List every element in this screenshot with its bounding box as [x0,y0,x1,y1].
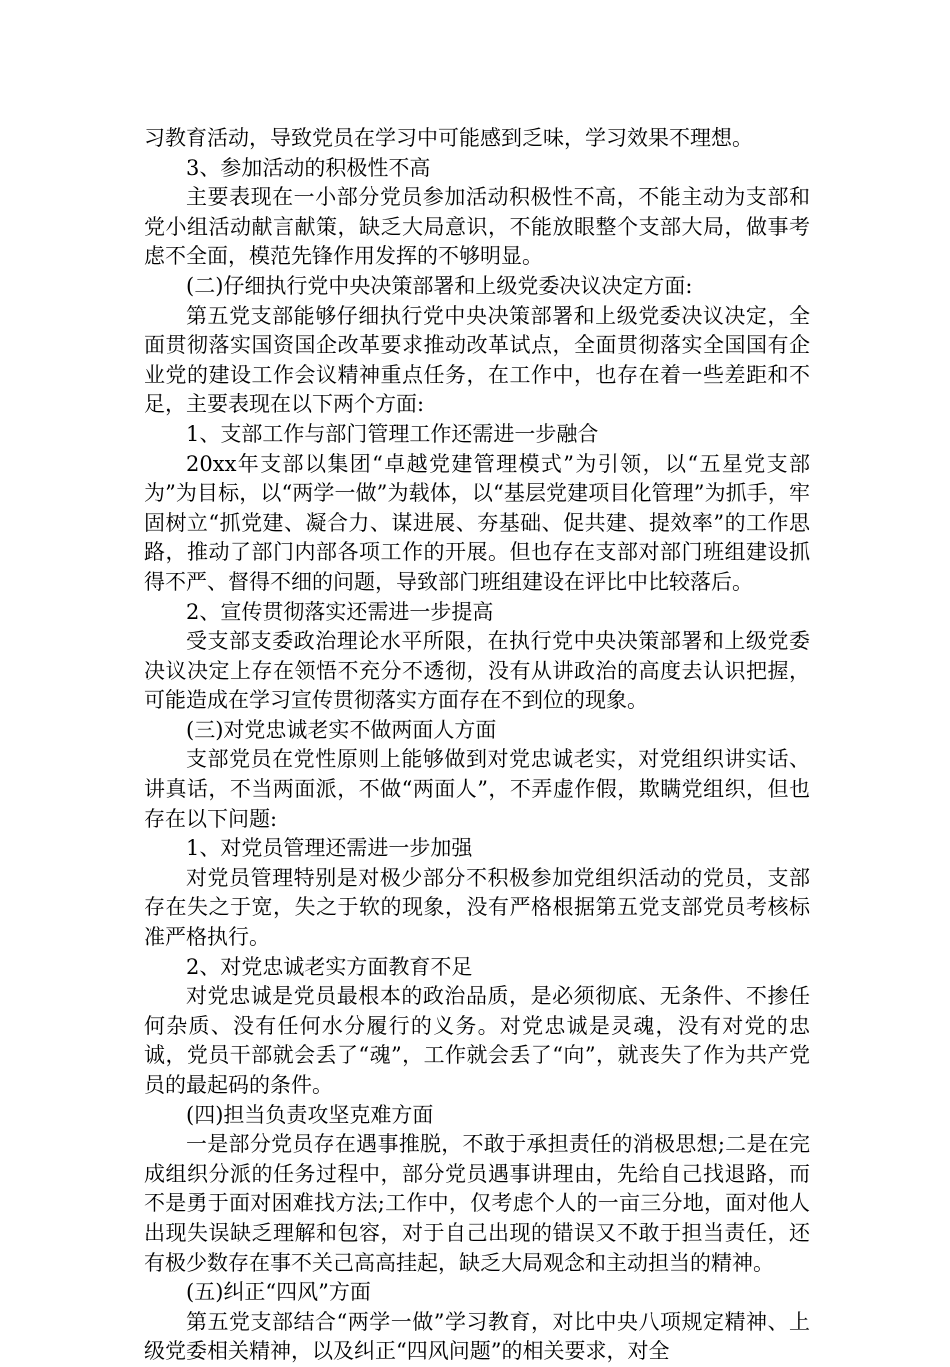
paragraph-section-5-intro: 第五党支部结合“两学一做”学习教育，对比中央八项规定精神、上级党委相关精神，以及纠正“四风问题”的相关要求，对全 [144,1309,810,1364]
paragraph-section-4-detail: 一是部分党员存在遇事推脱，不敢于承担责任的消极思想;二是在完成组织分派的任务过程中，部分党员遇事讲理由，先给自己找退路，而不是勇于面对困难找方法;工作中，仅考虑个人的一亩三分地，面对他人出现失误缺乏理解和包容，对于自己出现的错误又不敢于担当责任，还有极少数存在事不关己高高挂起，缺乏大局观念和主动担当的精神。 [144,1132,810,1275]
subheading-1-member-management: 1、对党员管理还需进一步加强 [186,836,473,861]
section-heading-2: (二)仔细执行党中央决策部署和上级党委决议决定方面: [186,273,693,298]
paragraph-integration-detail: 20xx年支部以集团“卓越党建管理模式”为引领，以“五星党支部为”为目标，以“两学一做”为载体，以“基层党建项目化管理”为抓手，牢固树立“抓党建、凝合力、谋进展、夯基础、促共建、提效率”的工作思路，推动了部门内部各项工作的开展。但也存在支部对部门班组建设抓得不严、督得不细的问题，导致部门班组建设在评比中比较落后。 [144,451,810,594]
paragraph-section-3-intro: 支部党员在党性原则上能够做到对党忠诚老实，对党组织讲实话、讲真话，不当两面派，不做“两面人”，不弄虚作假，欺瞒党组织，但也存在以下问题: [144,747,810,831]
section-heading-3: (三)对党忠诚老实不做两面人方面 [186,717,497,742]
subheading-3-participation: 3、参加活动的积极性不高 [186,155,431,180]
section-heading-5: (五)纠正“四风”方面 [186,1280,371,1305]
paragraph-section-2-intro: 第五党支部能够仔细执行党中央决策部署和上级党委决议决定，全面贯彻落实国资国企改革要求推动改革试点，全面贯彻落实全国国有企业党的建设工作会议精神重点任务，在工作中，也存在着一些差距和不足，主要表现在以下两个方面: [144,303,810,417]
paragraph-member-management-detail: 对党员管理特别是对极少部分不积极参加党组织活动的党员，支部存在失之于宽，失之于软的现象，没有严格根据第五党支部党员考核标准严格执行。 [144,865,810,950]
subheading-1-integration: 1、支部工作与部门管理工作还需进一步融合 [186,421,599,446]
subheading-2-loyalty-education: 2、对党忠诚老实方面教育不足 [186,954,473,979]
section-heading-4: (四)担当负责攻坚克难方面 [186,1102,434,1127]
paragraph-participation-detail: 主要表现在一小部分党员参加活动积极性不高，不能主动为支部和党小组活动献言献策，缺乏大局意识，不能放眼整个支部大局，做事考虑不全面，模范先锋作用发挥的不够明显。 [144,185,810,269]
paragraph-publicity-detail: 受支部支委政治理论水平所限，在执行党中央决策部署和上级党委决议决定上存在领悟不充分不透彻，没有从讲政治的高度去认识把握，可能造成在学习宣传贯彻落实方面存在不到位的现象。 [144,629,810,713]
paragraph-continuation: 习教育活动，导致党员在学习中可能感到乏味，学习效果不理想。 [144,126,753,150]
document-body [144,124,810,1367]
paragraph-loyalty-education-detail: 对党忠诚是党员最根本的政治品质，是必须彻底、无条件、不掺任何杂质、没有任何水分履行的义务。对党忠诚是灵魂，没有对党的忠诚，党员干部就会丢了“魂”，工作就会丢了“向”，就丧失了作为共产党员的最起码的条件。 [144,984,810,1097]
subheading-2-publicity: 2、宣传贯彻落实还需进一步提高 [186,599,494,624]
